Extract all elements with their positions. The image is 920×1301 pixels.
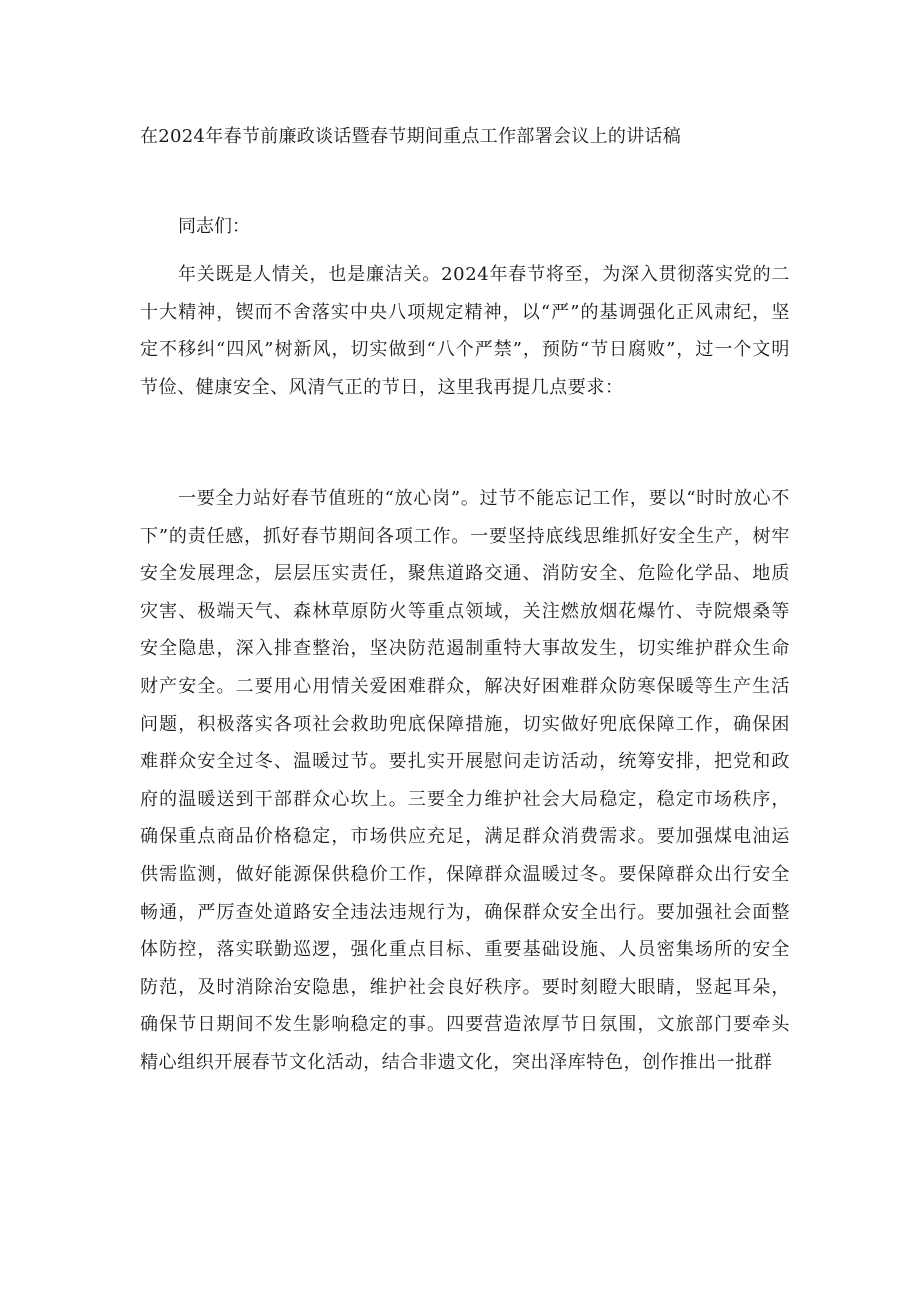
paragraph: 年关既是人情关，也是廉洁关。2024年春节将至，为深入贯彻落实党的二十大精神，锲而不舍落实中央八项规定精神，以“严”的基调强化正风肃纪，坚定不移纠“四风”树新风，切实做到“八个严禁”，预防“节日腐败”，过一个文明节俭、健康安全、风清气正的节日，这里我再提几点要求： <box>140 264 790 398</box>
paragraph: 一要全力站好春节值班的“放心岗”。过节不能忘记工作，要以“时时放心不下”的责任感，抓好春节期间各项工作。一要坚持底线思维抓好安全生产，树牢安全发展理念，层层压实责任，聚焦道路交通、消防安全、危险化学品、地质灾害、极端天气、森林草原防火等重点领域，关注燃放烟花爆竹、寺院煨桑等安全隐患，深入排查整治，坚决防范遏制重特大事故发生，切实维护群众生命财产安全。二要用心用情关爱困难群众，解决好困难群众防寒保暖等生产生活问题，积极落实各项社会救助兜底保障措施，切实做好兜底保障工作，确保困难群众安全过冬、温暖过节。要扎实开展慰问走访活动，统筹安排，把党和政府的温暖送到干部群众心坎上。三要全力维护社会大局稳定，稳定市场秩序，确保重点商品价格稳定，市场供应充足，满足群众消费需求。要加强煤电油运供需监测，做好能源保供稳价工作，保障群众温暖过冬。要保障群众出行安全畅通，严厉查处道路安全违法违规行为，确保群众安全出行。要加强社会面整体防控，落实联勤巡逻，强化重点目标、重要基础设施、人员密集场所的安全防范，及时消除治安隐患，维护社会良好秩序。要时刻瞪大眼睛，竖起耳朵，确保节日期间不发生影响稳定的事。四要营造浓厚节日氛围，文旅部门要牵头精心组织开展春节文化活动，结合非遗文化，突出泽库特色，创作推出一批群 <box>140 488 790 1073</box>
salutation: 同志们： <box>178 216 250 237</box>
document-title: 在2024年春节前廉政谈话暨春节期间重点工作部署会议上的讲话稿 <box>140 126 682 147</box>
